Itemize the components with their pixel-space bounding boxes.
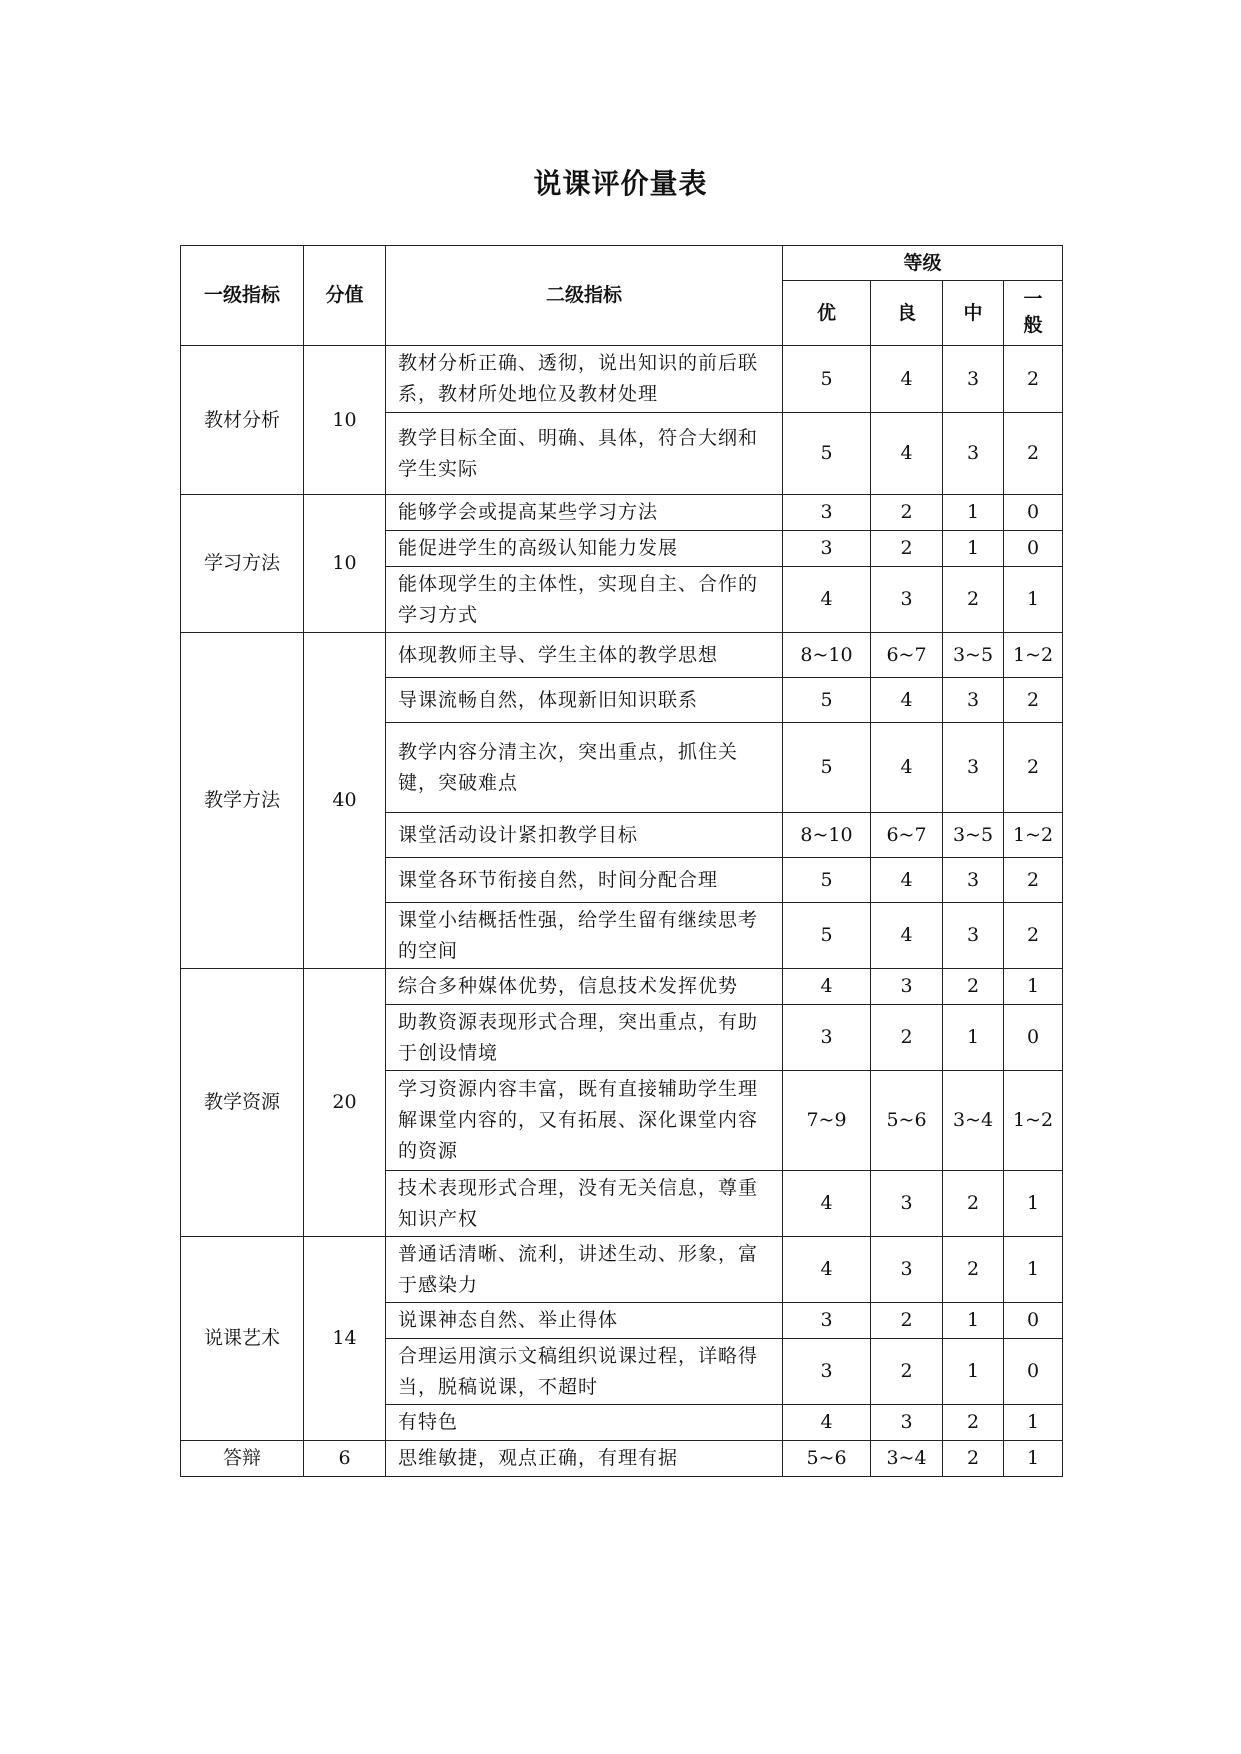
level1-indicator: 教材分析 [181, 346, 304, 495]
header-grade: 等级 [783, 246, 1063, 281]
grade-medium-cell: 3 [943, 903, 1004, 969]
grade-good-cell: 4 [871, 903, 943, 969]
grade-medium-cell: 1 [943, 1303, 1004, 1339]
level2-indicator: 综合多种媒体优势，信息技术发挥优势 [386, 969, 783, 1005]
grade-excellent-cell: 5 [783, 346, 871, 413]
grade-good-cell: 3 [871, 1171, 943, 1237]
grade-average-cell: 1~2 [1004, 633, 1063, 678]
level2-indicator: 技术表现形式合理，没有无关信息，尊重知识产权 [386, 1171, 783, 1237]
grade-good-cell: 2 [871, 495, 943, 531]
grade-good-cell: 6~7 [871, 633, 943, 678]
grade-medium: 中 [943, 281, 1004, 346]
score-value: 14 [304, 1237, 386, 1441]
score-value: 10 [304, 346, 386, 495]
level1-indicator: 教学方法 [181, 633, 304, 969]
grade-good-cell: 4 [871, 413, 943, 495]
grade-medium-cell: 3 [943, 723, 1004, 813]
level1-indicator: 答辩 [181, 1441, 304, 1477]
grade-good-cell: 2 [871, 1303, 943, 1339]
grade-good-cell: 3 [871, 969, 943, 1005]
level2-indicator: 教学目标全面、明确、具体，符合大纲和学生实际 [386, 413, 783, 495]
header-level2: 二级指标 [386, 246, 783, 346]
grade-excellent-cell: 3 [783, 1005, 871, 1071]
grade-medium-cell: 3 [943, 346, 1004, 413]
grade-good-cell: 3~4 [871, 1441, 943, 1477]
grade-excellent-cell: 4 [783, 1237, 871, 1303]
level1-indicator: 学习方法 [181, 495, 304, 633]
grade-medium-cell: 3 [943, 858, 1004, 903]
grade-good-cell: 4 [871, 678, 943, 723]
level2-indicator: 说课神态自然、举止得体 [386, 1303, 783, 1339]
level2-indicator: 助教资源表现形式合理，突出重点，有助于创设情境 [386, 1005, 783, 1071]
grade-good: 良 [871, 281, 943, 346]
table-row [181, 969, 1063, 1005]
header-level1: 一级指标 [181, 246, 304, 346]
grade-medium-cell: 1 [943, 1005, 1004, 1071]
evaluation-table [180, 245, 1063, 1477]
grade-excellent-cell: 5 [783, 858, 871, 903]
grade-excellent-cell: 4 [783, 1171, 871, 1237]
grade-medium-cell: 3 [943, 678, 1004, 723]
grade-excellent-cell: 4 [783, 969, 871, 1005]
grade-average-cell: 1 [1004, 1441, 1063, 1477]
table-row [181, 1441, 1063, 1477]
grade-good-cell: 5~6 [871, 1071, 943, 1171]
grade-average-cell: 1~2 [1004, 813, 1063, 858]
level2-indicator: 课堂活动设计紧扣教学目标 [386, 813, 783, 858]
grade-average-cell: 0 [1004, 1339, 1063, 1405]
level2-indicator: 学习资源内容丰富，既有直接辅助学生理解课堂内容的，又有拓展、深化课堂内容的资源 [386, 1071, 783, 1171]
grade-medium-cell: 3~4 [943, 1071, 1004, 1171]
grade-excellent-cell: 7~9 [783, 1071, 871, 1171]
grade-average-cell: 1 [1004, 1237, 1063, 1303]
grade-medium-cell: 2 [943, 969, 1004, 1005]
grade-medium-cell: 1 [943, 1339, 1004, 1405]
grade-average-cell: 2 [1004, 903, 1063, 969]
grade-average-cell: 1 [1004, 1171, 1063, 1237]
grade-excellent-cell: 5 [783, 903, 871, 969]
grade-medium-cell: 2 [943, 1171, 1004, 1237]
grade-excellent: 优 [783, 281, 871, 346]
grade-medium-cell: 3 [943, 413, 1004, 495]
grade-medium-cell: 2 [943, 567, 1004, 633]
grade-good-cell: 4 [871, 858, 943, 903]
grade-good-cell: 4 [871, 723, 943, 813]
score-value: 10 [304, 495, 386, 633]
score-value: 6 [304, 1441, 386, 1477]
level2-indicator: 有特色 [386, 1405, 783, 1441]
grade-average-cell: 1 [1004, 1405, 1063, 1441]
level2-indicator: 合理运用演示文稿组织说课过程，详略得当，脱稿说课，不超时 [386, 1339, 783, 1405]
level2-indicator: 能体现学生的主体性，实现自主、合作的学习方式 [386, 567, 783, 633]
level1-indicator: 说课艺术 [181, 1237, 304, 1441]
grade-average-cell: 2 [1004, 346, 1063, 413]
grade-good-cell: 2 [871, 1339, 943, 1405]
grade-average: 一般 [1004, 281, 1063, 346]
level2-indicator: 课堂小结概括性强，给学生留有继续思考的空间 [386, 903, 783, 969]
grade-good-cell: 6~7 [871, 813, 943, 858]
grade-average-cell: 2 [1004, 413, 1063, 495]
grade-good-cell: 4 [871, 346, 943, 413]
grade-excellent-cell: 8~10 [783, 633, 871, 678]
level2-indicator: 教材分析正确、透彻，说出知识的前后联系，教材所处地位及教材处理 [386, 346, 783, 413]
grade-excellent-cell: 3 [783, 495, 871, 531]
grade-excellent-cell: 5 [783, 413, 871, 495]
grade-good-cell: 3 [871, 567, 943, 633]
grade-average-cell: 2 [1004, 858, 1063, 903]
score-value: 40 [304, 633, 386, 969]
grade-good-cell: 2 [871, 531, 943, 567]
grade-excellent-cell: 5 [783, 678, 871, 723]
grade-excellent-cell: 3 [783, 1303, 871, 1339]
grade-excellent-cell: 4 [783, 1405, 871, 1441]
grade-medium-cell: 2 [943, 1237, 1004, 1303]
grade-medium-cell: 3~5 [943, 813, 1004, 858]
grade-average-cell: 1~2 [1004, 1071, 1063, 1171]
header-score: 分值 [304, 246, 386, 346]
grade-average-cell: 0 [1004, 495, 1063, 531]
level2-indicator: 课堂各环节衔接自然，时间分配合理 [386, 858, 783, 903]
grade-excellent-cell: 3 [783, 1339, 871, 1405]
grade-medium-cell: 1 [943, 495, 1004, 531]
grade-excellent-cell: 3 [783, 531, 871, 567]
table-row [181, 346, 1063, 413]
level1-indicator: 教学资源 [181, 969, 304, 1237]
table-row [181, 495, 1063, 531]
grade-excellent-cell: 5~6 [783, 1441, 871, 1477]
grade-good-cell: 3 [871, 1405, 943, 1441]
level2-indicator: 导课流畅自然，体现新旧知识联系 [386, 678, 783, 723]
grade-good-cell: 2 [871, 1005, 943, 1071]
page-title: 说课评价量表 [533, 167, 708, 200]
score-value: 20 [304, 969, 386, 1237]
level2-indicator: 能够学会或提高某些学习方法 [386, 495, 783, 531]
table-row [181, 1237, 1063, 1303]
grade-average-cell: 2 [1004, 678, 1063, 723]
grade-average-cell: 1 [1004, 567, 1063, 633]
level2-indicator: 能促进学生的高级认知能力发展 [386, 531, 783, 567]
grade-average-cell: 0 [1004, 1303, 1063, 1339]
table-row [181, 633, 1063, 678]
level2-indicator: 教学内容分清主次，突出重点，抓住关键，突破难点 [386, 723, 783, 813]
grade-excellent-cell: 8~10 [783, 813, 871, 858]
grade-excellent-cell: 5 [783, 723, 871, 813]
level2-indicator: 思维敏捷，观点正确，有理有据 [386, 1441, 783, 1477]
grade-excellent-cell: 4 [783, 567, 871, 633]
level2-indicator: 普通话清晰、流利，讲述生动、形象，富于感染力 [386, 1237, 783, 1303]
grade-good-cell: 3 [871, 1237, 943, 1303]
grade-average-cell: 1 [1004, 969, 1063, 1005]
grade-average-cell: 2 [1004, 723, 1063, 813]
grade-medium-cell: 2 [943, 1441, 1004, 1477]
grade-average-cell: 0 [1004, 1005, 1063, 1071]
grade-medium-cell: 3~5 [943, 633, 1004, 678]
grade-average-cell: 0 [1004, 531, 1063, 567]
grade-medium-cell: 1 [943, 531, 1004, 567]
level2-indicator: 体现教师主导、学生主体的教学思想 [386, 633, 783, 678]
grade-medium-cell: 2 [943, 1405, 1004, 1441]
